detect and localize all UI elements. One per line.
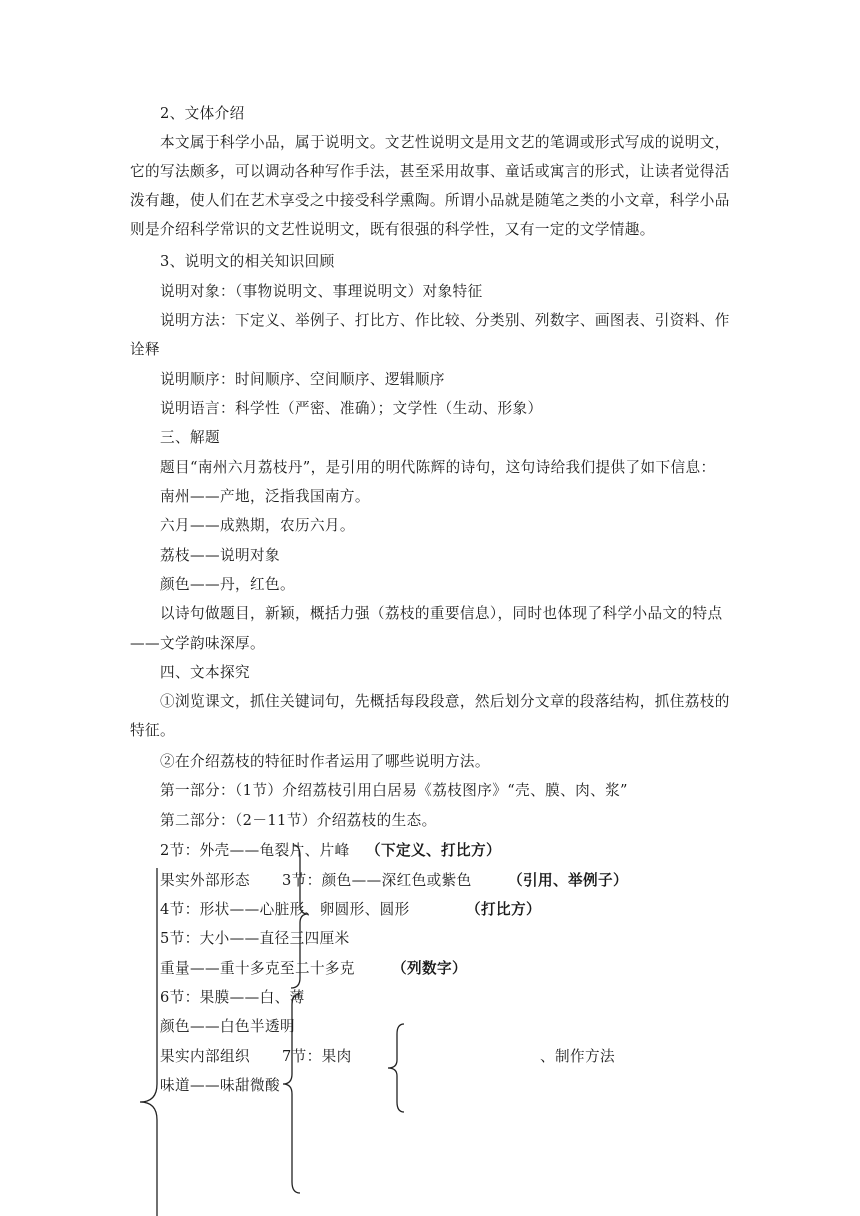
outer-form-label: 果实外部形态 (160, 872, 250, 889)
poem-title-line-2: ——文学韵味深厚。 (130, 635, 265, 652)
section-3-color-line: 3节：颜色——深红色或紫色 (282, 872, 472, 889)
weight-line: 重量——重十多克至二十多克 (160, 960, 355, 977)
part-3-heading: 三、解题 (160, 429, 220, 446)
question-1-line-1: ①浏览课文，抓住关键词句，先概括每段段意，然后划分文章的段落结构，抓住荔枝的 (160, 693, 730, 710)
part-4-heading: 四、文本探究 (160, 664, 250, 681)
section-2-method-label: （下定义、打比方） (366, 842, 501, 859)
weight-method-label: （列数字） (392, 960, 467, 977)
question-2-line: ②在介绍荔枝的特征时作者运用了哪些说明方法。 (160, 753, 490, 770)
genre-paragraph-line-4: 则是介绍科学常识的文艺性说明文，既有很强的科学性，又有一定的文学情趣。 (130, 221, 655, 238)
title-analysis-line: 题目“南州六月荔枝丹”，是引用的明代陈辉的诗句，这句诗给我们提供了如下信息： (160, 459, 716, 476)
part-two-line: 第二部分：（2－11节）介绍荔枝的生态。 (160, 812, 437, 829)
section-3-heading: 3、说明文的相关知识回顾 (160, 253, 335, 270)
outer-form-brace (291, 845, 308, 988)
part-one-line: 第一部分：（1节）介绍荔枝引用白居易《荔枝图序》“壳、膜、肉、浆” (160, 782, 628, 799)
explanation-language-line: 说明语言：科学性（严密、准确）；文学性（生动、形象） (160, 400, 543, 417)
question-1-line-2: 特征。 (130, 722, 175, 739)
section-7-method-tail: 、制作方法 (540, 1048, 615, 1065)
lizhi-line: 荔枝——说明对象 (160, 547, 280, 564)
color-line: 颜色——丹，红色。 (160, 576, 295, 593)
section-6-membrane-line: 6节：果膜——白、薄 (160, 989, 305, 1006)
inner-tissue-label: 果实内部组织 (160, 1048, 250, 1065)
flesh-brace (388, 1024, 404, 1112)
membrane-color-line: 颜色——白色半透明 (160, 1018, 295, 1035)
explanation-method-line-1: 说明方法：下定义、举例子、打比方、作比较、分类别、列数字、画图表、引资料、作 (160, 312, 730, 329)
explanation-method-line-2: 诠释 (130, 341, 160, 358)
genre-paragraph-line-1: 本文属于科学小品，属于说明文。文艺性说明文是用文艺的笔调或形式写成的说明文， (160, 134, 730, 151)
inner-tissue-brace (283, 994, 300, 1193)
nanzhou-line: 南州——产地，泛指我国南方。 (160, 488, 370, 505)
section-2-heading: 2、文体介绍 (160, 105, 245, 122)
main-left-brace (140, 868, 157, 1216)
june-line: 六月——成熟期，农历六月。 (160, 517, 355, 534)
section-3-method-label: （引用、举例子） (508, 872, 628, 889)
explanation-order-line: 说明顺序：时间顺序、空间顺序、逻辑顺序 (160, 371, 445, 388)
section-2-shell-line: 2节：外壳——龟裂片、片峰 (160, 842, 350, 859)
section-4-method-label: （打比方） (466, 901, 541, 918)
genre-paragraph-line-2: 它的写法颇多，可以调动各种写作手法，甚至采用故事、童话或寓言的形式，让读者觉得活 (130, 163, 730, 180)
genre-paragraph-line-3: 泼有趣，使人们在艺术享受之中接受科学熏陶。所谓小品就是随笔之类的小文章，科学小品 (130, 192, 730, 209)
explanation-object-line: 说明对象：（事物说明文、事理说明文）对象特征 (160, 283, 483, 300)
taste-line: 味道——味甜微酸 (160, 1077, 280, 1094)
section-4-shape-line: 4节：形状——心脏形、卵圆形、圆形 (160, 901, 410, 918)
poem-title-line-1: 以诗句做题目，新颖，概括力强（荔枝的重要信息），同时也体现了科学小品文的特点 (160, 605, 723, 622)
section-5-size-line: 5节：大小——直径三四厘米 (160, 930, 350, 947)
section-7-flesh-line: 7节：果肉 (282, 1048, 352, 1065)
